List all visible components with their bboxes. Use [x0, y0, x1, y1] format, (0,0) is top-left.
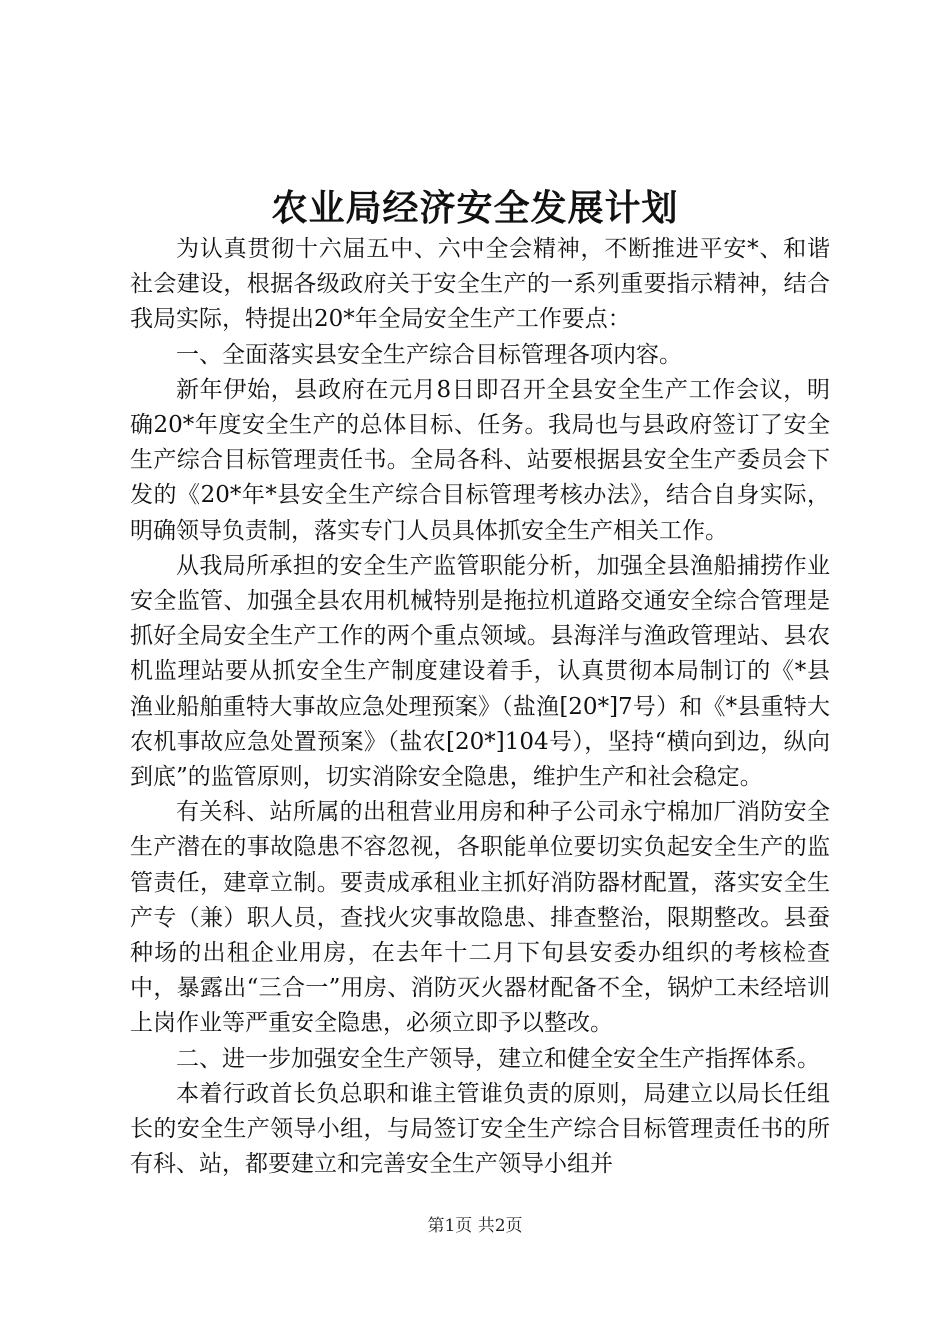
section-heading-2: 二、进一步加强安全生产领导，建立和健全安全生产指挥体系。	[176, 1045, 820, 1072]
paragraph: 本着行政首长负总职和谁主管谁负责的原则，局建立以局长任组长的安全生产领导小组，与局签订安全生产综合目标管理责任书的所有科、站，都要建立和完善安全生产领导小组并	[130, 1080, 830, 1178]
document-title: 农业局经济安全发展计划	[271, 187, 679, 229]
section-heading-1: 一、全面落实县安全生产综合目标管理各项内容。	[176, 341, 682, 368]
document-body	[130, 232, 830, 1182]
paragraph: 从我局所承担的安全生产监管职能分析，加强全县渔船捕捞作业安全监管、加强全县农用机械特别是拖拉机道路交通安全综合管理是抓好全局安全生产工作的两个重点领域。县海洋与渔政管理站、县农机监理站要从抓安全生产制度建设着手，认真贯彻本局制订的《*县渔业船舶重特大事故应急处理预案》（盐渔[20*]7号）和《*县重特大农机事故应急处置预案》（盐农[20*]104号），坚持“横向到边，纵向到底”的监管原则，切实消除安全隐患，维护生产和社会稳定。	[130, 552, 830, 791]
paragraph: 有关科、站所属的出租营业用房和种子公司永宁棉加厂消防安全生产潜在的事故隐患不容忽视，各职能单位要切实负起安全生产的监管责任，建章立制。要责成承租业主抓好消防器材配置，落实安全生产专（兼）职人员，查找火灾事故隐患、排查整治，限期整改。县蚕种场的出租企业用房，在去年十二月下旬县安委办组织的考核检查中，暴露出“三合一”用房、消防灭火器材配备不全，锅炉工未经培训上岗作业等严重安全隐患，必须立即予以整改。	[130, 799, 830, 1037]
page-footer: 第1页 共2页	[427, 1216, 523, 1236]
paragraph: 新年伊始，县政府在元月8日即召开全县安全生产工作会议，明确20*年度安全生产的总体目标、任务。我局也与县政府签订了安全生产综合目标管理责任书。全局各科、站要根据县安全生产委员会下发的《20*年*县安全生产综合目标管理考核办法》，结合自身实际，明确领导负责制，落实专门人员具体抓安全生产相关工作。	[130, 376, 830, 544]
paragraph-intro: 为认真贯彻十六届五中、六中全会精神，不断推进平安*、和谐社会建设，根据各级政府关于安全生产的一系列重要指示精神，结合我局实际，特提出20*年全局安全生产工作要点：	[130, 236, 830, 333]
